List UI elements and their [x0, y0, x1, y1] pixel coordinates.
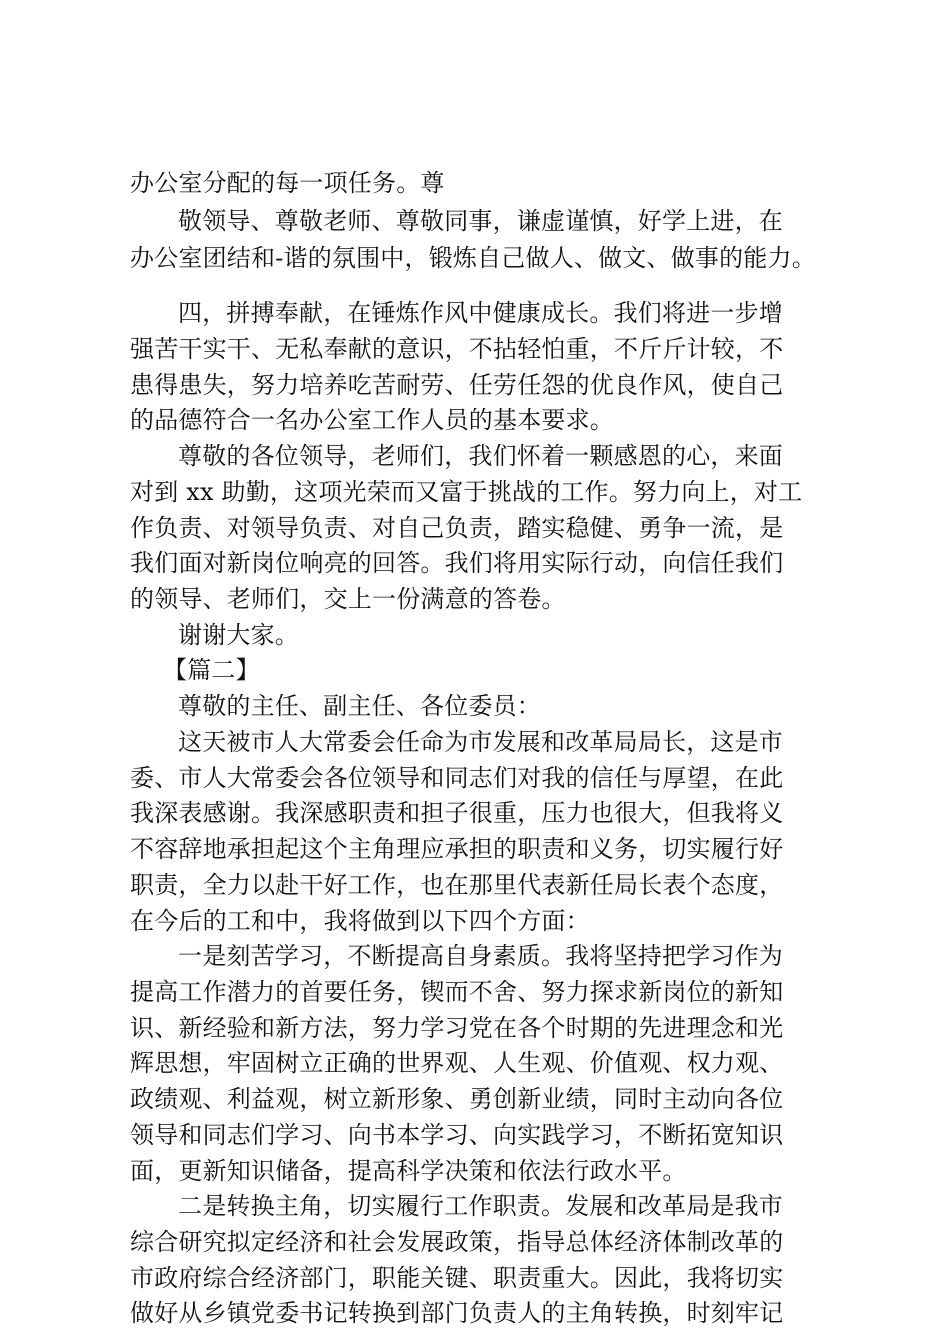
text-line: 强苦干实干、无私奉献的意识，不拈轻怕重，不斤斤计较，不 — [130, 335, 784, 363]
text-line: 对到 xx 助勤，这项光荣而又富于挑战的工作。努力向上，对工 — [130, 478, 803, 506]
text-line: 二是转换主角，切实履行工作职责。发展和改革局是我市 — [178, 1192, 783, 1220]
text-line: 这天被市人大常委会任命为市发展和改革局局长，这是市 — [178, 728, 783, 756]
text-line: 尊敬的各位领导，老师们，我们怀着一颗感恩的心，来面 — [178, 442, 783, 470]
text-line: 的品德符合一名办公室工作人员的基本要求。 — [130, 406, 614, 434]
text-line: 综合研究拟定经济和社会发展政策，指导总体经济体制改革的 — [130, 1228, 784, 1256]
text-line: 面，更新知识储备，提高科学决策和依法行政水平。 — [130, 1157, 687, 1185]
text-line: 的领导、老师们，交上一份满意的答卷。 — [130, 585, 566, 613]
text-line: 识、新经验和新方法，努力学习党在各个时期的先进理念和光 — [130, 1014, 784, 1042]
text-line: 谢谢大家。 — [178, 621, 299, 649]
text-line: 四，拼搏奉献，在锤炼作风中健康成长。我们将进一步增 — [178, 299, 783, 327]
text-line: 敬领导、尊敬老师、尊敬同事，谦虚谨慎，好学上进，在 — [178, 207, 783, 235]
text-line: 作负责、对领导负责、对自己负责，踏实稳健、勇争一流，是 — [130, 514, 784, 542]
text-line: 政绩观、利益观，树立新形象、勇创新业绩，同时主动向各位 — [130, 1085, 784, 1113]
text-line: 我深表感谢。我深感职责和担子很重，压力也很大，但我将义 — [130, 799, 784, 827]
text-line: 委、市人大常委会各位领导和同志们对我的信任与厚望，在此 — [130, 764, 784, 792]
text-line: 领导和同志们学习、向书本学习、向实践学习，不断拓宽知识 — [130, 1121, 784, 1149]
text-line: 一是刻苦学习，不断提高自身素质。我将坚持把学习作为 — [178, 942, 783, 970]
text-line: 我们面对新岗位响亮的回答。我们将用实际行动，向信任我们 — [130, 549, 784, 577]
text-line: 办公室分配的每一项任务。尊 — [130, 169, 445, 197]
text-line: 市政府综合经济部门，职能关键、职责重大。因此，我将切实 — [130, 1264, 784, 1292]
salutation: 尊敬的主任、副主任、各位委员： — [178, 692, 541, 720]
text-line: 做好从乡镇党委书记转换到部门负责人的主角转换，时刻牢记 — [130, 1299, 784, 1327]
text-line: 不容辞地承担起这个主角理应承担的职责和义务，切实履行好 — [130, 835, 784, 863]
text-line: 患得患失，努力培养吃苦耐劳、任劳任怨的优良作风，使自己 — [130, 371, 784, 399]
section-heading: 【篇二】 — [163, 656, 260, 684]
text-line: 职责，全力以赴干好工作，也在那里代表新任局长表个态度， — [130, 871, 784, 899]
text-line: 办公室团结和-谐的氛围中，锻炼自己做人、做文、做事的能力。 — [130, 244, 816, 272]
text-line: 辉思想，牢固树立正确的世界观、人生观、价值观、权力观、 — [130, 1049, 784, 1077]
text-line: 提高工作潜力的首要任务，锲而不舍、努力探求新岗位的新知 — [130, 978, 784, 1006]
text-line: 在今后的工和中，我将做到以下四个方面： — [130, 907, 590, 935]
